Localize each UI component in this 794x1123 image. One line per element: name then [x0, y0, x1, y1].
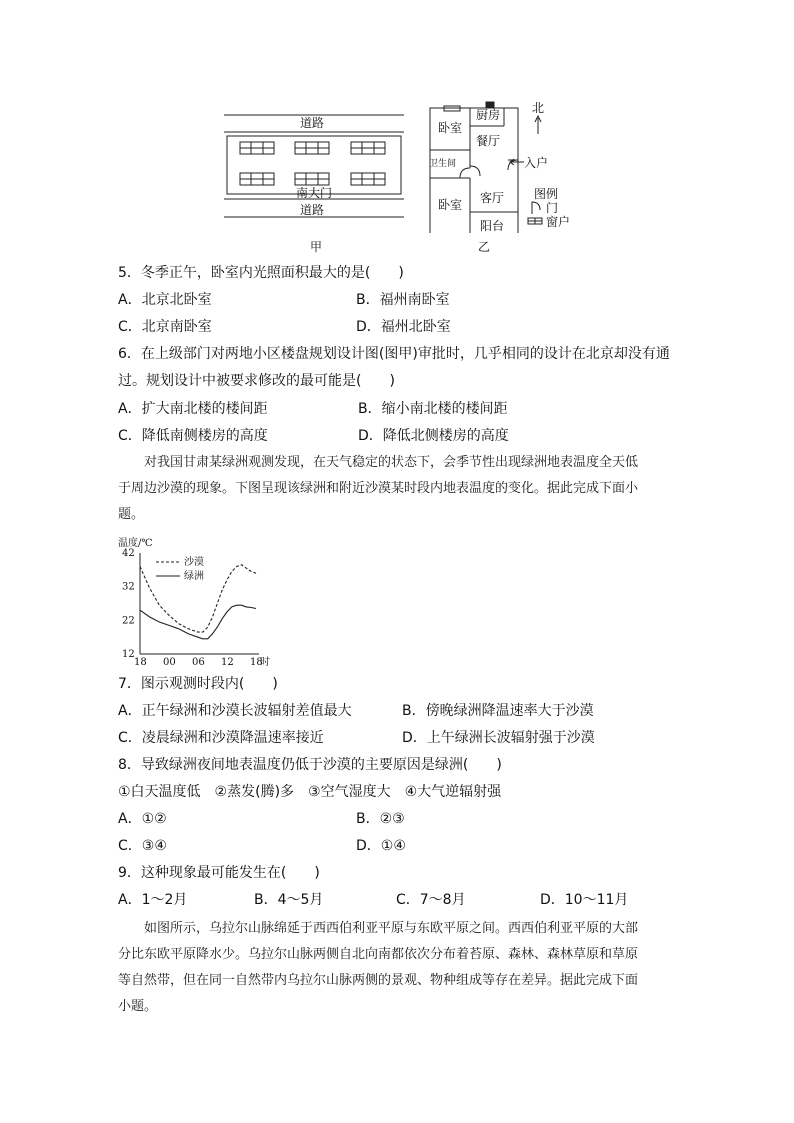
passage-ural [118, 916, 678, 1020]
q9-option-d: D．10～11月 [540, 892, 629, 908]
legend-oasis-label: 绿洲 [184, 571, 204, 582]
y-tick-label: 42 [122, 548, 135, 559]
figure-yi-caption: 乙 [478, 240, 491, 254]
north-label: 北 [532, 101, 545, 115]
q9-option-a: A．1～2月 [118, 892, 188, 908]
figure-jia-caption: 甲 [310, 240, 323, 254]
y-tick-label: 12 [122, 649, 135, 660]
passage-ural-line3: 等自然带，但在同一自然带内乌拉尔山脉两侧的景观、物种组成等存在差异。据此完成下面 [118, 973, 639, 988]
q8-option-d: D．①④ [356, 838, 406, 854]
south-gate-label: 南大门 [296, 186, 333, 200]
passage-ural-line4: 小题。 [118, 999, 158, 1014]
x-tick-label: 00 [163, 657, 176, 666]
q8-option-c: C．③④ [118, 838, 167, 854]
x-tick-label: 06 [192, 657, 205, 666]
chart-xlabel: 时 [260, 657, 270, 666]
q7-option-a: A．正午绿洲和沙漠长波辐射差值最大 [118, 703, 352, 719]
building-blocks [240, 142, 385, 185]
q8-items: ①白天温度低 ②蒸发(腾)多 ③空气湿度大 ④大气逆辐射强 [118, 784, 502, 800]
q5-option-d: D．福州北卧室 [356, 319, 451, 335]
q6-option-c: C．降低南侧楼房的高度 [118, 428, 268, 444]
passage-ural-line2: 分比东欧平原降水少。乌拉尔山脉两侧自北向南都依次分布着苔原、森林、森林草原和草原 [118, 947, 639, 962]
q6-option-d: D．降低北侧楼房的高度 [358, 428, 509, 444]
living-label: 客厅 [480, 191, 505, 205]
q5-stem: 5．冬季正午，卧室内光照面积最大的是( ) [118, 265, 404, 281]
legend-desert-label: 沙漠 [184, 557, 204, 568]
q8-option-b: B．②③ [356, 811, 405, 827]
q5-option-b: B．福州南卧室 [356, 292, 450, 308]
q9-option-b: B．4～5月 [254, 892, 324, 908]
q6-option-a: A．扩大南北楼的楼间距 [118, 401, 268, 417]
entrance-label: 入户 [524, 156, 549, 170]
q9-option-c: C．7～8月 [396, 892, 466, 908]
x-tick-label: 12 [221, 657, 234, 666]
q7-stem: 7．图示观测时段内( ) [118, 676, 278, 692]
q7-option-c: C．凌晨绿洲和沙漠降温速率接近 [118, 730, 324, 746]
chart-legend [156, 555, 204, 582]
x-tick-label: 18 [134, 657, 147, 666]
q9-stem: 9．这种现象最可能发生在( ) [118, 865, 320, 881]
door-legend-icon [532, 202, 540, 214]
q6-option-b: B．缩小南北楼的楼间距 [358, 401, 508, 417]
q7-option-b: B．傍晚绿洲降温速率大于沙漠 [402, 703, 594, 719]
y-tick-label: 22 [122, 615, 135, 627]
x-tick-label: 18 [250, 657, 263, 666]
q5-option-c: C．北京南卧室 [118, 319, 212, 335]
y-tick-label: 32 [122, 581, 135, 593]
q5-option-a: A．北京北卧室 [118, 292, 212, 308]
q8-option-a: A．①② [118, 811, 167, 827]
series-line-oasis [140, 605, 256, 639]
passage-oasis [118, 450, 678, 528]
window-legend-icon [528, 218, 542, 224]
q8-stem: 8．导致绿洲夜间地表温度仍低于沙漠的主要原因是绿洲( ) [118, 757, 502, 773]
q6-stem-line2: 过。规划设计中被要求修改的最可能是( ) [118, 373, 395, 389]
passage-oasis-line1: 对我国甘肃某绿洲观测发现，在天气稳定的状态下，会季节性出现绿洲地表温度全天低 [144, 455, 639, 470]
legend-title: 图例 [534, 187, 559, 201]
road-bottom-label: 道路 [300, 203, 325, 217]
legend-window-label: 窗户 [546, 215, 571, 229]
bathroom-label: 卫生间 [429, 159, 457, 169]
bedroom-bottom-label: 卧室 [438, 198, 463, 212]
passage-ural-line1: 如图所示，乌拉尔山脉绵延于西西伯利亚平原与东欧平原之间。西西伯利亚平原的大部 [144, 921, 639, 936]
bedroom-top-label: 卧室 [438, 121, 463, 135]
chart-ylabel: 温度/℃ [118, 538, 153, 549]
passage-oasis-line3: 题。 [118, 507, 145, 522]
road-top-label: 道路 [300, 116, 325, 130]
passage-oasis-line2: 于周边沙漠的现象。下图呈现该绿洲和附近沙漠某时段内地表温度的变化。据此完成下面小 [118, 481, 639, 496]
figure-yi [428, 98, 598, 233]
q6-stem-line1: 6．在上级部门对两地小区楼盘规划设计图(图甲)审批时，几乎相同的设计在北京却没有通 [118, 346, 670, 362]
legend-door-label: 门 [546, 201, 559, 215]
balcony-label: 阳台 [480, 219, 505, 233]
kitchen-label: 厨房 [476, 108, 501, 122]
temperature-chart [116, 536, 276, 666]
q7-option-d: D．上午绿洲长波辐射强于沙漠 [402, 730, 595, 746]
figure-jia [222, 110, 412, 230]
dining-label: 餐厅 [476, 134, 501, 148]
